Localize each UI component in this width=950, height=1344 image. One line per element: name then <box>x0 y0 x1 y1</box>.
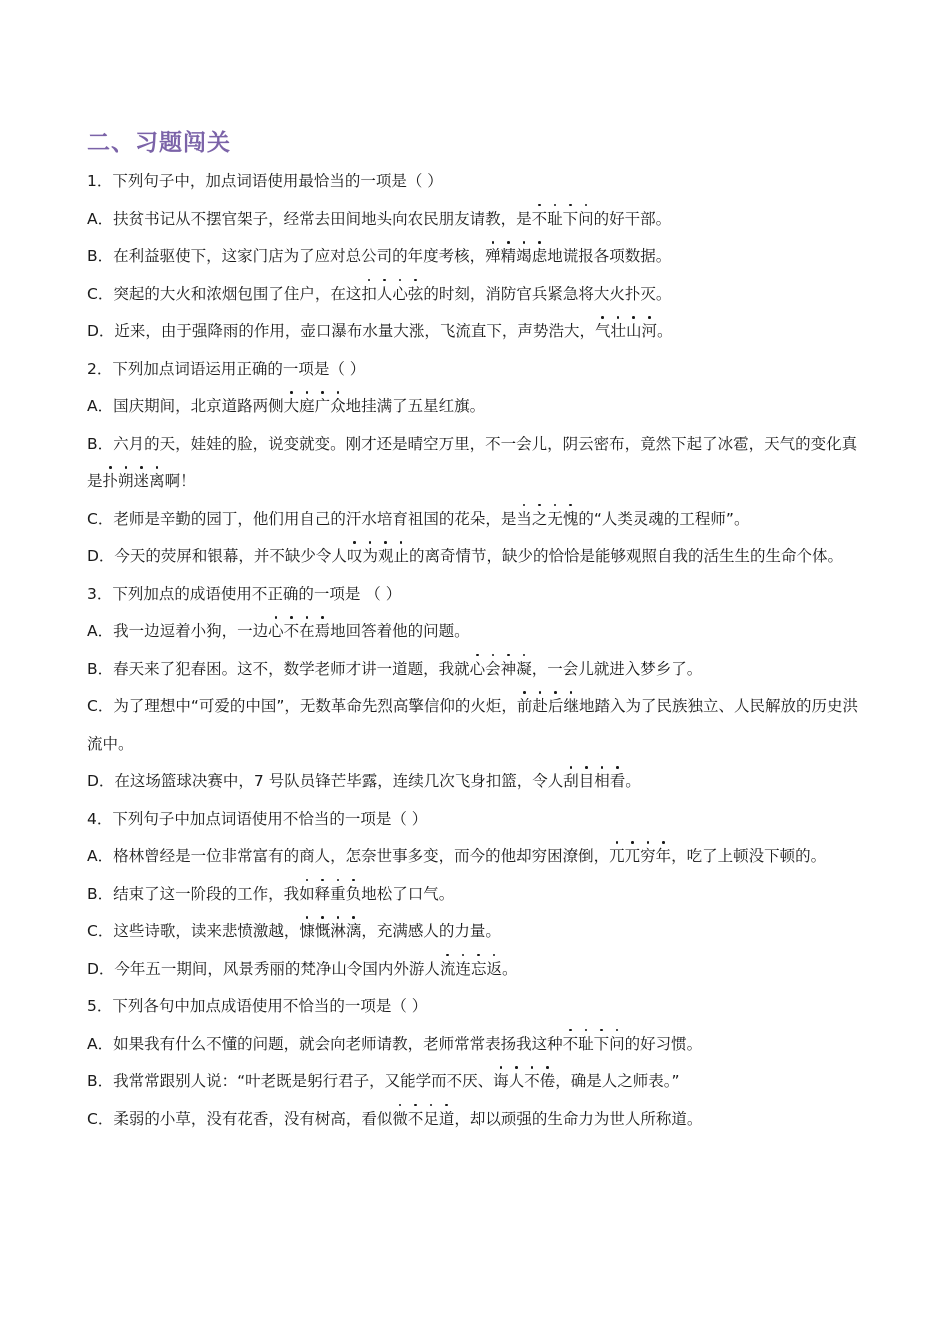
option-text: C．为了理想中“可爱的中国”，无数革命先烈高擎信仰的火炬， <box>87 697 517 715</box>
emphasis-char: 庭 <box>299 388 315 426</box>
emphasis-char: 流 <box>440 951 456 989</box>
emphasis-char: 愧 <box>563 501 579 539</box>
answer-option <box>87 651 867 689</box>
emphasis-char: 人 <box>377 276 393 314</box>
emphasis-char: 后 <box>548 688 564 726</box>
emphasis-char: 竭 <box>516 238 532 276</box>
answer-option <box>87 501 867 539</box>
emphasis-char: 焉 <box>315 613 331 651</box>
emphasis-char: 止 <box>393 538 409 576</box>
emphasis-char: 在 <box>299 613 315 651</box>
answer-option <box>87 313 867 351</box>
answer-option <box>87 388 867 426</box>
answer-option <box>87 1063 867 1101</box>
dotted-phrase <box>470 660 532 678</box>
emphasis-char: 心 <box>392 276 408 314</box>
emphasis-char: 慨 <box>315 913 331 951</box>
option-text: D．近来，由于强降雨的作用，壶口瀑布水量大涨，飞流直下，声势浩大， <box>87 322 595 340</box>
answer-option <box>87 913 867 951</box>
emphasis-char: 漓 <box>346 913 362 951</box>
option-text: B．我常常跟别人说：“叶老既是躬行君子，又能学而不厌、 <box>87 1072 494 1090</box>
dotted-phrase <box>609 847 671 865</box>
option-text: D．今天的荧屏和银幕，并不缺少令人 <box>87 547 347 565</box>
emphasis-char: 兀 <box>625 838 641 876</box>
dotted-phrase <box>299 885 361 903</box>
emphasis-char: 心 <box>470 651 486 689</box>
emphasis-char: 问 <box>609 1026 625 1064</box>
emphasis-char: 诲 <box>493 1063 509 1101</box>
answer-option <box>87 426 867 501</box>
emphasis-char: 负 <box>346 876 362 914</box>
emphasis-char: 无 <box>547 501 563 539</box>
emphasis-char: 会 <box>485 651 501 689</box>
option-text: 地回答着他的问题。 <box>330 622 470 640</box>
question-stem: 5．下列各句中加点成语使用不恰当的一项是（ ） <box>87 997 428 1015</box>
emphasis-char: 壮 <box>610 313 626 351</box>
option-text: D．今年五一期间，风景秀丽的梵净山令国内外游人 <box>87 959 440 978</box>
dotted-phrase <box>392 1110 454 1128</box>
emphasis-char: 心 <box>268 613 284 651</box>
emphasis-char: 淋 <box>330 913 346 951</box>
emphasis-char: 凝 <box>516 651 532 689</box>
answer-option <box>87 276 867 314</box>
answer-option <box>87 1101 867 1139</box>
option-text: 地松了口气。 <box>361 884 455 903</box>
emphasis-char: 河 <box>642 313 658 351</box>
emphasis-char: 大 <box>284 388 300 426</box>
dotted-phrase <box>532 210 594 228</box>
emphasis-char: 人 <box>509 1063 525 1101</box>
emphasis-char: 释 <box>315 876 331 914</box>
option-text: 地踏入为了民族独立、人民解放的历史洪流中。 <box>87 697 858 753</box>
emphasis-char: 兀 <box>609 838 625 876</box>
option-text: B．春天来了犯春困。这不，数学老师才讲一道题，我就 <box>87 659 470 678</box>
emphasis-char: 重 <box>330 876 346 914</box>
option-text: C．柔弱的小草，没有花香，没有树高，看似 <box>87 1109 393 1128</box>
option-text: 地挂满了五星红旗。 <box>345 397 486 415</box>
emphasis-char: 当 <box>516 501 532 539</box>
question-stem: 1．下列句子中，加点词语使用最恰当的一项是（ ） <box>87 172 443 190</box>
emphasis-char: 虑 <box>532 238 548 276</box>
emphasis-char: 叹 <box>347 538 363 576</box>
option-text: 的好干部。 <box>593 209 672 228</box>
emphasis-char: 不 <box>532 201 548 239</box>
emphasis-char: 返 <box>486 951 502 989</box>
dotted-phrase <box>347 547 409 565</box>
emphasis-char: 下 <box>594 1026 610 1064</box>
emphasis-char: 刮 <box>563 763 579 801</box>
emphasis-char: 山 <box>626 313 642 351</box>
option-text: ，却以顽强的生命力为世人所称道。 <box>454 1109 703 1128</box>
answer-option <box>87 1026 867 1064</box>
option-text: B．结束了这一阶段的工作，我 <box>87 884 300 903</box>
option-text: 。 <box>657 322 673 340</box>
emphasis-char: 弦 <box>408 276 424 314</box>
dotted-phrase <box>284 397 346 415</box>
emphasis-char: 扑 <box>103 463 119 501</box>
option-text: 的好习惯。 <box>624 1034 703 1053</box>
emphasis-char: 耻 <box>547 201 563 239</box>
emphasis-char: 前 <box>517 688 533 726</box>
answer-option <box>87 238 867 276</box>
emphasis-char: 倦 <box>540 1063 556 1101</box>
dotted-phrase <box>361 285 423 303</box>
emphasis-char: 之 <box>532 501 548 539</box>
emphasis-char: 穷 <box>640 838 656 876</box>
emphasis-char: 神 <box>501 651 517 689</box>
emphasis-char: 殚 <box>485 238 501 276</box>
option-text: 。 <box>502 959 518 978</box>
answer-option <box>87 876 867 914</box>
emphasis-char: 朔 <box>118 463 134 501</box>
option-text: B．在利益驱使下，这家门店为了应对总公司的年度考核， <box>87 247 486 265</box>
option-text: 的离奇情节，缺少的恰恰是能够观照自我的活生生的生命个体。 <box>409 547 844 565</box>
emphasis-char: 不 <box>563 1026 579 1064</box>
emphasis-char: 众 <box>330 388 346 426</box>
dotted-phrase <box>563 772 625 790</box>
dotted-phrase <box>595 322 657 340</box>
dotted-phrase <box>485 247 547 265</box>
emphasis-char: 问 <box>578 201 594 239</box>
dotted-phrase <box>493 1072 555 1090</box>
answer-option <box>87 951 867 989</box>
answer-option <box>87 538 867 576</box>
dotted-phrase <box>516 510 578 528</box>
emphasis-char: 连 <box>455 951 471 989</box>
emphasis-char: 道 <box>439 1101 455 1139</box>
emphasis-char: 离 <box>149 463 165 501</box>
section-title: 二、习题闯关 <box>87 130 231 156</box>
dotted-phrase <box>299 922 361 940</box>
emphasis-char: 精 <box>501 238 517 276</box>
option-text: 的“人类灵魂的工程师”。 <box>578 509 750 528</box>
emphasis-char: 相 <box>594 763 610 801</box>
option-text: B．六月的天，娃娃的脸，说变就变。刚才还是晴空万里，不一会儿，阴云密布，竟然下起了冰雹，天气的变化真是 <box>87 434 858 490</box>
option-text: ，一会儿就进入梦乡了。 <box>531 659 703 678</box>
option-text: 啊！ <box>164 472 196 490</box>
option-text: A．国庆期间，北京道路两侧 <box>87 397 284 415</box>
emphasis-char: 微 <box>392 1101 408 1139</box>
option-text: 的时刻，消防官兵紧急将大火扑灭。 <box>423 284 672 303</box>
emphasis-char: 忘 <box>471 951 487 989</box>
emphasis-char: 迷 <box>134 463 150 501</box>
emphasis-char: 观 <box>378 538 394 576</box>
option-text: 。 <box>625 772 641 790</box>
option-text: C．老师是辛勤的园丁，他们用自己的汗水培育祖国的花朵，是 <box>87 509 517 528</box>
question-stem: 4．下列句子中加点词语使用不恰当的一项是（ ） <box>87 809 428 828</box>
option-text: A．扶贫书记从不摆官架子，经常去田间地头向农民朋友请教，是 <box>87 209 532 228</box>
option-text: ，吃了上顿没下顿的。 <box>671 847 827 865</box>
emphasis-char: 不 <box>408 1101 424 1139</box>
option-text: ，确是人之师表。” <box>555 1072 680 1090</box>
answer-option <box>87 201 867 239</box>
answer-option <box>87 763 867 801</box>
option-text: A．格林曾经是一位非常富有的商人，怎奈世事多变，而今的他却穷困潦倒， <box>87 847 610 865</box>
option-text: D．在这场篮球决赛中，7 号队员锋芒毕露，连续几次飞身扣篮，令人 <box>87 772 564 790</box>
option-text: C．这些诗歌，读来悲愤激越， <box>87 922 300 940</box>
emphasis-char: 赴 <box>532 688 548 726</box>
answer-option <box>87 613 867 651</box>
emphasis-char: 为 <box>362 538 378 576</box>
emphasis-char: 年 <box>656 838 672 876</box>
emphasis-char: 如 <box>299 876 315 914</box>
answer-option <box>87 838 867 876</box>
emphasis-char: 扣 <box>361 276 377 314</box>
option-text: ，充满感人的力量。 <box>361 922 501 940</box>
option-text: C．突起的大火和浓烟包围了住户，在这 <box>87 284 362 303</box>
dotted-phrase <box>440 960 502 978</box>
emphasis-char: 目 <box>579 763 595 801</box>
question-stem: 2．下列加点词语运用正确的一项是（ ） <box>87 359 366 378</box>
dotted-phrase <box>563 1035 625 1053</box>
emphasis-char: 下 <box>563 201 579 239</box>
emphasis-char: 不 <box>524 1063 540 1101</box>
option-text: 地谎报各项数据。 <box>547 247 672 265</box>
answer-option <box>87 688 867 763</box>
dotted-phrase <box>103 472 165 490</box>
emphasis-char: 足 <box>423 1101 439 1139</box>
question-list <box>87 163 867 1138</box>
emphasis-char: 气 <box>595 313 611 351</box>
dotted-phrase <box>268 622 330 640</box>
question-stem: 3．下列加点的成语使用不正确的一项是 （ ） <box>87 584 402 603</box>
emphasis-char: 看 <box>610 763 626 801</box>
emphasis-char: 不 <box>284 613 300 651</box>
emphasis-char: 耻 <box>578 1026 594 1064</box>
emphasis-char: 广 <box>315 388 331 426</box>
emphasis-char: 继 <box>563 688 579 726</box>
emphasis-char: 慷 <box>299 913 315 951</box>
option-text: A．我一边逗着小狗，一边 <box>87 622 269 640</box>
option-text: A．如果我有什么不懂的问题，就会向老师请教，老师常常表扬我这种 <box>87 1034 563 1053</box>
dotted-phrase <box>517 697 579 715</box>
